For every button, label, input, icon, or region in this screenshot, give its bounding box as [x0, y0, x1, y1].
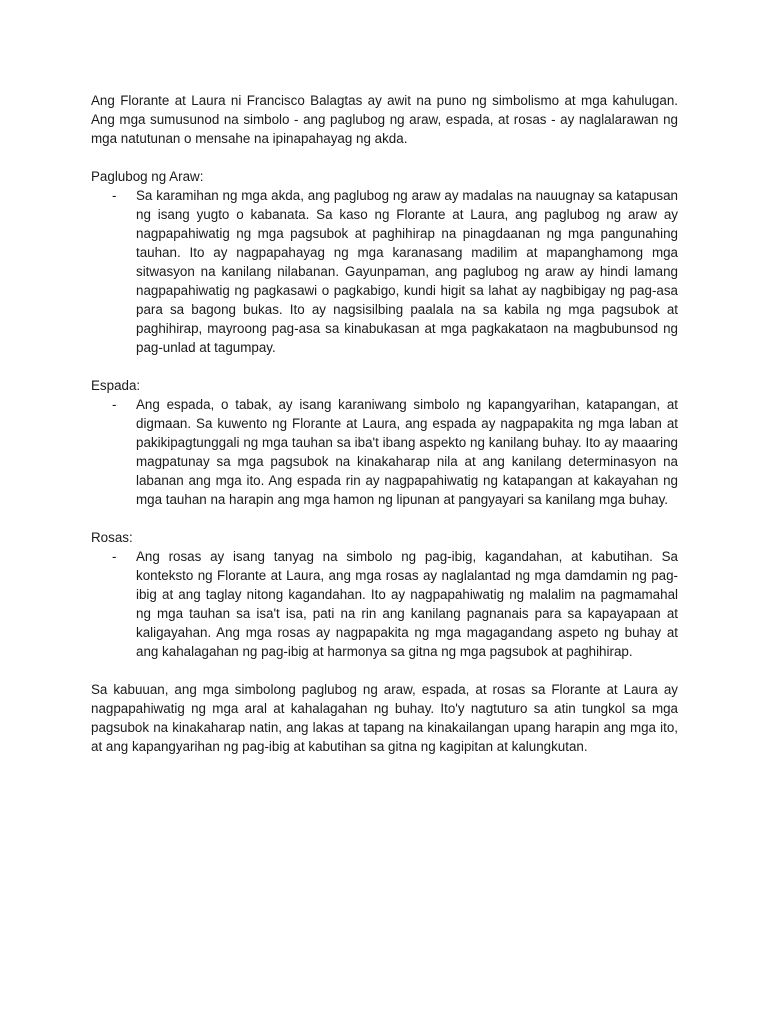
- section-espada: [91, 376, 678, 509]
- conclusion-paragraph: Sa kabuuan, ang mga simbolong paglubog ng araw, espada, at rosas sa Florante at Laura ay nagpapahiwatig ng mga aral at kahalagahan ng buhay. Ito'y nagtuturo sa atin tungkol sa mga pagsubok na kinakaharap natin, ang lakas at tapang na kinakailangan upang harapin ang mga ito, at ang kapangyarihan ng pag-ibig at kabutihan sa gitna ng kagipitan at kalungkutan.: [91, 682, 678, 754]
- section-heading: Rosas:: [91, 530, 133, 545]
- section-paglubog-ng-araw: [91, 167, 678, 357]
- spacer: [91, 148, 678, 167]
- bullet-dash: -: [112, 549, 117, 564]
- spacer: [91, 509, 678, 528]
- bullet-dash: -: [112, 188, 117, 203]
- section-heading: Espada:: [91, 378, 141, 393]
- list-item: [91, 186, 678, 357]
- document-page: [91, 91, 678, 756]
- section-rosas: [91, 528, 678, 661]
- spacer: [91, 661, 678, 680]
- bullet-dash: -: [112, 397, 117, 412]
- intro-paragraph: Ang Florante at Laura ni Francisco Balagtas ay awit na puno ng simbolismo at mga kahulugan. Ang mga sumusunod na simbolo - ang paglubog ng araw, espada, at rosas - ay naglalarawan ng mga natutunan o mensahe na ipinapahayag ng akda.: [91, 93, 678, 146]
- list-item: [91, 547, 678, 661]
- list-item-text: Ang rosas ay isang tanyag na simbolo ng pag-ibig, kagandahan, at kabutihan. Sa konteksto ng Florante at Laura, ang mga rosas ay naglalantad ng mga damdamin ng pag-ibig at ang taglay nitong kagandahan. Ito ay nagpapahiwatig ng malalim na pagmamahal ng mga tauhan sa isa't isa, pati na rin ang kanilang pagnanais para sa kapayapaan at kaligayahan. Ang mga rosas ay nagpapakita ng mga magagandang aspeto ng buhay at ang kahalagahan ng pag-ibig at harmonya sa gitna ng mga pagsubok at paghihirap.: [136, 549, 678, 659]
- list-item-text: Ang espada, o tabak, ay isang karaniwang simbolo ng kapangyarihan, katapangan, at digmaan. Sa kuwento ng Florante at Laura, ang espada ay nagpapakita ng mga laban at pakikipagtunggali ng mga tauhan sa iba't ibang aspekto ng kanilang buhay. Ito ay maaaring magpatunay sa mga pagsubok na kinakaharap nila at ang kanilang determinasyon na labanan ang mga ito. Ang espada rin ay nagpapahiwatig ng katapangan at kakayahan ng mga tauhan na harapin ang mga hamon ng lipunan at pangyayari sa kanilang mga buhay.: [136, 397, 678, 507]
- list-item: [91, 395, 678, 509]
- spacer: [91, 357, 678, 376]
- section-heading: Paglubog ng Araw:: [91, 169, 204, 184]
- list-item-text: Sa karamihan ng mga akda, ang paglubog ng araw ay madalas na nauugnay sa katapusan ng isang yugto o kabanata. Sa kaso ng Florante at Laura, ang paglubog ng araw ay nagpapahiwatig ng mga pagsubok at paghihirap na pinagdaanan ng mga pangunahing tauhan. Ito ay nagpapahayag ng mga karanasang madilim at mapanghamong mga sitwasyon na kanilang nilabanan. Gayunpaman, ang paglubog ng araw ay hindi lamang nagpapahiwatig ng pagkasawi o pagkabigo, kundi higit sa lahat ay nagbibigay ng pag-asa para sa bagong bukas. Ito ay nagsisilbing paalala na sa kabila ng mga pagsubok at paghihirap, mayroong pag-asa sa kinabukasan at mga pagkakataon na magbubunsod ng pag-unlad at tagumpay.: [136, 188, 678, 355]
